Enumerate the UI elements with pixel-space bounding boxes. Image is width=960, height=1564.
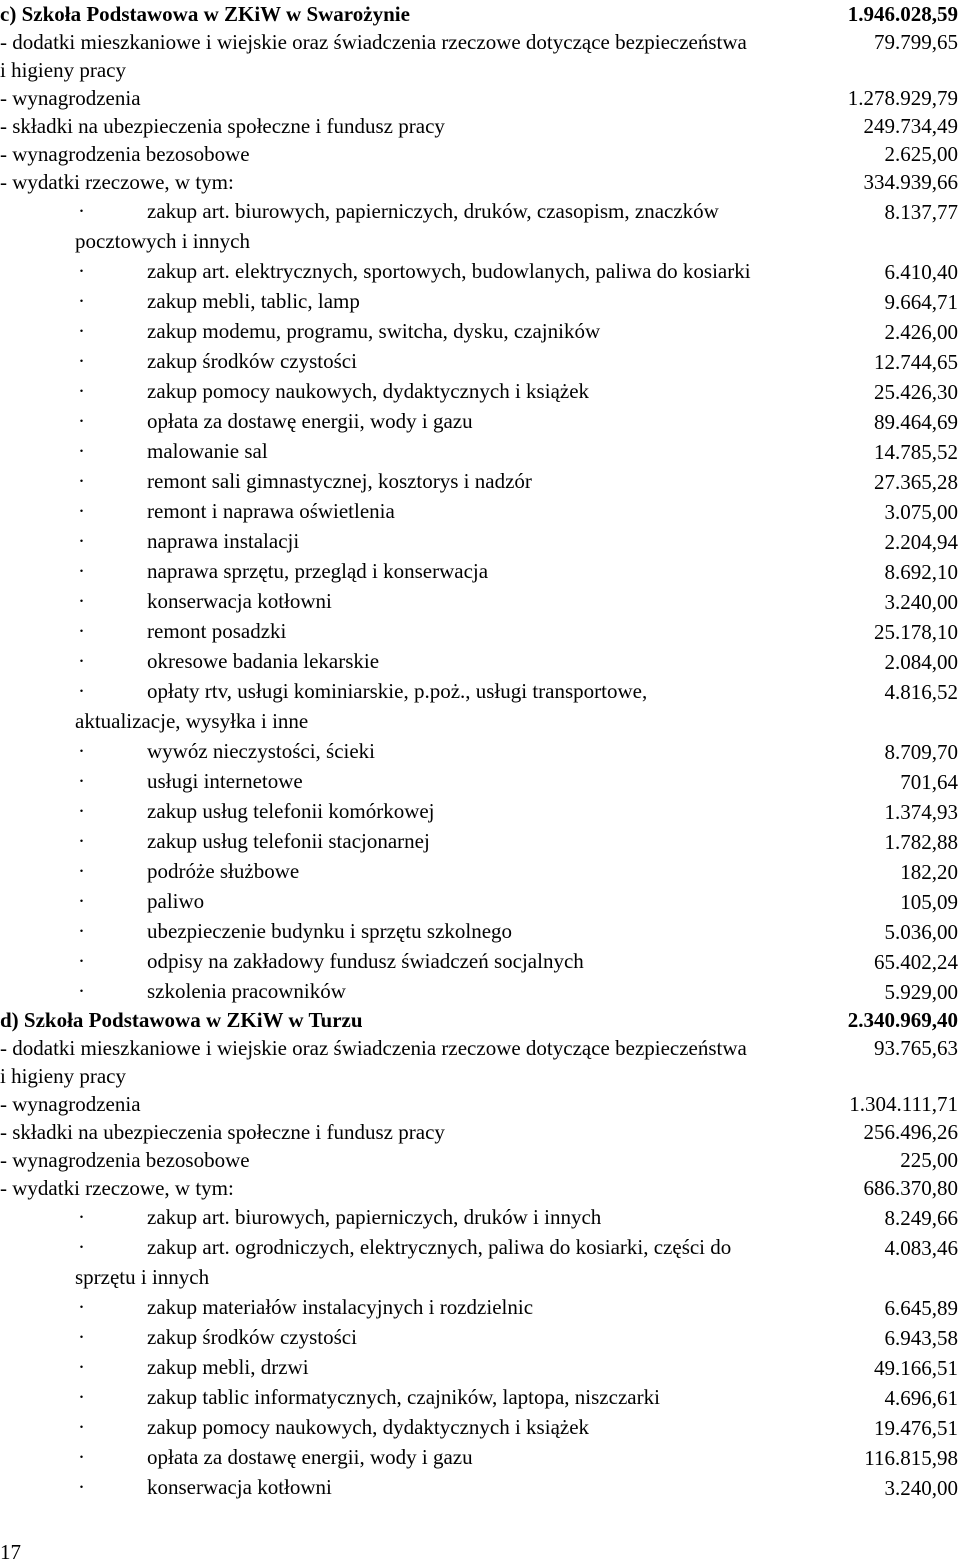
expense-sublabel: wywóz nieczystości, ścieki xyxy=(147,739,376,763)
bullet-icon: · xyxy=(78,739,85,763)
bullet-icon: · xyxy=(78,889,85,913)
expense-sublabel-wrap xyxy=(0,1412,960,1442)
expense-value: 93.765,63 xyxy=(874,1036,958,1060)
expense-sublabel: konserwacja kotłowni xyxy=(147,1475,332,1499)
bullet-icon: · xyxy=(78,1325,85,1349)
expense-sublabel-wrap xyxy=(0,1322,960,1352)
bullet-icon: · xyxy=(78,769,85,793)
expense-sublabel-wrap xyxy=(0,466,960,496)
expense-sublabel-wrap xyxy=(0,1292,960,1322)
expense-label: - wydatki rzeczowe, w tym: xyxy=(0,170,234,194)
expense-subrow xyxy=(0,466,960,496)
expense-sublabel: zakup materiałów instalacyjnych i rozdzielnic xyxy=(147,1295,534,1319)
expense-sublabel-wrap xyxy=(0,1442,960,1472)
bullet-icon: · xyxy=(78,679,85,703)
bullet-icon: · xyxy=(78,589,85,613)
expense-sublabel-wrap xyxy=(0,556,960,586)
expense-subvalue: 701,64 xyxy=(900,770,958,794)
expense-sublabel: zakup mebli, tablic, lamp xyxy=(147,289,360,313)
expense-sublabel: zakup modemu, programu, switcha, dysku, czajników xyxy=(147,319,601,343)
expense-row xyxy=(0,1146,960,1174)
expense-subrow xyxy=(0,1202,960,1232)
expense-subrow xyxy=(0,256,960,286)
expense-subvalue: 8.709,70 xyxy=(884,740,958,764)
expense-subvalue: 27.365,28 xyxy=(874,470,958,494)
expense-sublabel: remont posadzki xyxy=(147,619,287,643)
expense-sublabel-wrap xyxy=(0,406,960,436)
expense-subvalue: 2.204,94 xyxy=(884,530,958,554)
expense-subvalue: 3.240,00 xyxy=(884,590,958,614)
expense-subvalue: 8.692,10 xyxy=(884,560,958,584)
expense-sublabel-wrap xyxy=(0,826,960,856)
expense-subvalue: 2.426,00 xyxy=(884,320,958,344)
bullet-icon: · xyxy=(78,619,85,643)
expense-sublabel-wrap xyxy=(0,766,960,796)
expense-sublabel: zakup środków czystości xyxy=(147,349,357,373)
expense-subrow xyxy=(0,496,960,526)
expense-subvalue: 12.744,65 xyxy=(874,350,958,374)
expense-subrow xyxy=(0,436,960,466)
section-title: c) Szkoła Podstawowa w ZKiW w Swarożynie xyxy=(0,2,410,26)
expense-subvalue: 14.785,52 xyxy=(874,440,958,464)
expense-subrow xyxy=(0,586,960,616)
bullet-icon: · xyxy=(78,559,85,583)
bullet-icon: · xyxy=(78,799,85,823)
expense-subrow xyxy=(0,316,960,346)
bullet-icon: · xyxy=(78,1385,85,1409)
expense-subrow xyxy=(0,826,960,856)
expense-sublabel: podróże służbowe xyxy=(147,859,300,883)
expense-subrow xyxy=(0,406,960,436)
expense-label: - wynagrodzenia xyxy=(0,86,141,110)
expense-subrow xyxy=(0,1292,960,1322)
expense-subvalue: 4.696,61 xyxy=(884,1386,958,1410)
expense-sublabel-wrap xyxy=(0,1472,960,1502)
expense-row xyxy=(0,28,960,84)
expense-sublabel: szkolenia pracowników xyxy=(147,979,346,1003)
expense-sublabel: zakup art. biurowych, papierniczych, druków i innych xyxy=(147,1205,602,1229)
expense-sublabel-wrap xyxy=(0,676,960,736)
expense-sublabel: zakup usług telefonii komórkowej xyxy=(147,799,435,823)
expense-sublabel-wrap xyxy=(0,1232,960,1292)
expense-sublabel-wrap xyxy=(0,1382,960,1412)
bullet-icon: · xyxy=(78,1475,85,1499)
bullet-icon: · xyxy=(78,949,85,973)
expense-sublabel: naprawa sprzętu, przegląd i konserwacja xyxy=(147,559,489,583)
expense-value: 256.496,26 xyxy=(863,1120,958,1144)
bullet-icon: · xyxy=(78,289,85,313)
expense-subrow xyxy=(0,676,960,736)
expense-sublabel-wrap xyxy=(0,1352,960,1382)
expense-subrow xyxy=(0,1442,960,1472)
bullet-icon: · xyxy=(78,529,85,553)
expense-row xyxy=(0,1090,960,1118)
expense-subvalue: 8.249,66 xyxy=(884,1206,958,1230)
expense-label: - wynagrodzenia bezosobowe xyxy=(0,1148,250,1172)
expense-subrow xyxy=(0,646,960,676)
expense-subvalue: 1.782,88 xyxy=(884,830,958,854)
expense-subvalue: 6.645,89 xyxy=(884,1296,958,1320)
page-number: 17 xyxy=(0,1540,21,1564)
expense-value: 225,00 xyxy=(900,1148,958,1172)
expense-value: 79.799,65 xyxy=(874,30,958,54)
expense-subrow xyxy=(0,286,960,316)
bullet-icon: · xyxy=(78,919,85,943)
bullet-icon: · xyxy=(78,319,85,343)
expense-value: 2.625,00 xyxy=(884,142,958,166)
expense-subvalue: 65.402,24 xyxy=(874,950,958,974)
expense-sublabel-wrap xyxy=(0,946,960,976)
expense-sublabel: usługi internetowe xyxy=(147,769,303,793)
expense-sublabel: opłaty rtv, usługi kominiarskie, p.poż., usługi transportowe, aktualizacje, wysyłka i inne xyxy=(75,679,648,733)
expense-subvalue: 19.476,51 xyxy=(874,1416,958,1440)
expense-subrow xyxy=(0,886,960,916)
expense-sublabel-wrap xyxy=(0,1202,960,1232)
expense-sublabel: opłata za dostawę energii, wody i gazu xyxy=(147,1445,473,1469)
expense-subrow xyxy=(0,1412,960,1442)
expense-row xyxy=(0,1034,960,1090)
expense-subrow xyxy=(0,196,960,256)
expense-subvalue: 5.036,00 xyxy=(884,920,958,944)
expense-value: 1.278.929,79 xyxy=(847,86,958,110)
expense-subrow xyxy=(0,736,960,766)
expense-value: 1.304.111,71 xyxy=(849,1092,958,1116)
expense-subvalue: 105,09 xyxy=(900,890,958,914)
expense-subrow xyxy=(0,796,960,826)
bullet-icon: · xyxy=(78,199,85,223)
section-total: 1.946.028,59 xyxy=(847,2,958,26)
expense-subvalue: 4.816,52 xyxy=(884,680,958,704)
expense-value: 334.939,66 xyxy=(863,170,958,194)
expense-label: - składki na ubezpieczenia społeczne i fundusz pracy xyxy=(0,114,445,138)
expense-subvalue: 49.166,51 xyxy=(874,1356,958,1380)
expense-sublabel-wrap xyxy=(0,526,960,556)
expense-subvalue: 5.929,00 xyxy=(884,980,958,1004)
expense-value: 686.370,80 xyxy=(863,1176,958,1200)
bullet-icon: · xyxy=(78,1355,85,1379)
expense-sublabel-wrap xyxy=(0,886,960,916)
bullet-icon: · xyxy=(78,859,85,883)
bullet-icon: · xyxy=(78,1235,85,1259)
expense-subvalue: 25.426,30 xyxy=(874,380,958,404)
expense-subrow xyxy=(0,766,960,796)
section-header xyxy=(0,0,960,28)
expense-subrow xyxy=(0,916,960,946)
expense-row xyxy=(0,140,960,168)
expense-sublabel-wrap xyxy=(0,346,960,376)
expense-subrow xyxy=(0,376,960,406)
bullet-icon: · xyxy=(78,829,85,853)
expense-sublabel: odpisy na zakładowy fundusz świadczeń socjalnych xyxy=(147,949,584,973)
expense-label: - składki na ubezpieczenia społeczne i fundusz pracy xyxy=(0,1120,445,1144)
expense-subrow xyxy=(0,946,960,976)
expense-label: - dodatki mieszkaniowe i wiejskie oraz świadczenia rzeczowe dotyczące bezpieczeństwa i higieny pracy xyxy=(0,30,747,82)
bullet-icon: · xyxy=(78,1445,85,1469)
expense-subvalue: 1.374,93 xyxy=(884,800,958,824)
expense-subvalue: 3.240,00 xyxy=(884,1476,958,1500)
bullet-icon: · xyxy=(78,1205,85,1229)
expense-sublabel: remont i naprawa oświetlenia xyxy=(147,499,395,523)
expense-sublabel-wrap xyxy=(0,856,960,886)
bullet-icon: · xyxy=(78,259,85,283)
expense-sublabel-wrap xyxy=(0,316,960,346)
expense-sublabel: zakup art. ogrodniczych, elektrycznych, paliwa do kosiarki, części do sprzętu i innych xyxy=(75,1235,732,1289)
expense-label: - wydatki rzeczowe, w tym: xyxy=(0,1176,234,1200)
expense-subrow xyxy=(0,1322,960,1352)
expense-label: - dodatki mieszkaniowe i wiejskie oraz świadczenia rzeczowe dotyczące bezpieczeństwa i higieny pracy xyxy=(0,1036,747,1088)
expense-subvalue: 6.410,40 xyxy=(884,260,958,284)
bullet-icon: · xyxy=(78,1295,85,1319)
bullet-icon: · xyxy=(78,1415,85,1439)
bullet-icon: · xyxy=(78,499,85,523)
expense-subrow xyxy=(0,856,960,886)
bullet-icon: · xyxy=(78,979,85,1003)
expense-subvalue: 89.464,69 xyxy=(874,410,958,434)
expense-sublabel: zakup tablic informatycznych, czajników, laptopa, niszczarki xyxy=(147,1385,660,1409)
expense-subvalue: 8.137,77 xyxy=(884,200,958,224)
expense-sublabel: zakup mebli, drzwi xyxy=(147,1355,309,1379)
expense-row xyxy=(0,168,960,196)
expense-sublabel-wrap xyxy=(0,586,960,616)
expense-label: - wynagrodzenia bezosobowe xyxy=(0,142,250,166)
expense-sublabel: remont sali gimnastycznej, kosztorys i nadzór xyxy=(147,469,532,493)
expense-subvalue: 9.664,71 xyxy=(884,290,958,314)
expense-row xyxy=(0,1174,960,1202)
expense-sublabel: opłata za dostawę energii, wody i gazu xyxy=(147,409,473,433)
expense-subrow xyxy=(0,1232,960,1292)
expense-subrow xyxy=(0,556,960,586)
bullet-icon: · xyxy=(78,379,85,403)
expense-subrow xyxy=(0,1382,960,1412)
expense-subrow xyxy=(0,976,960,1006)
section-title: d) Szkoła Podstawowa w ZKiW w Turzu xyxy=(0,1008,363,1032)
expense-sublabel-wrap xyxy=(0,976,960,1006)
expense-sublabel: paliwo xyxy=(147,889,205,913)
expense-subvalue: 2.084,00 xyxy=(884,650,958,674)
expense-sublabel: naprawa instalacji xyxy=(147,529,300,553)
expense-subvalue: 4.083,46 xyxy=(884,1236,958,1260)
expense-subvalue: 116.815,98 xyxy=(864,1446,958,1470)
expense-subvalue: 6.943,58 xyxy=(884,1326,958,1350)
expense-label: - wynagrodzenia xyxy=(0,1092,141,1116)
expense-sublabel-wrap xyxy=(0,796,960,826)
bullet-icon: · xyxy=(78,349,85,373)
bullet-icon: · xyxy=(78,439,85,463)
expense-subrow xyxy=(0,526,960,556)
expense-subvalue: 182,20 xyxy=(900,860,958,884)
expense-sublabel: okresowe badania lekarskie xyxy=(147,649,380,673)
expense-subrow xyxy=(0,1472,960,1502)
expense-sublabel-wrap xyxy=(0,286,960,316)
bullet-icon: · xyxy=(78,649,85,673)
expense-sublabel: zakup pomocy naukowych, dydaktycznych i książek xyxy=(147,379,590,403)
expense-sublabel-wrap xyxy=(0,736,960,766)
expense-sublabel-wrap xyxy=(0,616,960,646)
expense-row xyxy=(0,1118,960,1146)
expense-subrow xyxy=(0,616,960,646)
expense-sublabel-wrap xyxy=(0,436,960,466)
bullet-icon: · xyxy=(78,469,85,493)
expense-row xyxy=(0,112,960,140)
expense-sublabel: zakup art. elektrycznych, sportowych, budowlanych, paliwa do kosiarki xyxy=(147,259,751,283)
bullet-icon: · xyxy=(78,409,85,433)
expense-sublabel-wrap xyxy=(0,496,960,526)
expense-sublabel: zakup art. biurowych, papierniczych, druków, czasopism, znaczków pocztowych i innych xyxy=(75,199,719,253)
expense-sublabel: konserwacja kotłowni xyxy=(147,589,332,613)
expense-value: 249.734,49 xyxy=(863,114,958,138)
expense-sublabel: ubezpieczenie budynku i sprzętu szkolnego xyxy=(147,919,513,943)
expense-sublabel-wrap xyxy=(0,916,960,946)
expense-subvalue: 25.178,10 xyxy=(874,620,958,644)
expense-row xyxy=(0,84,960,112)
expense-subrow xyxy=(0,1352,960,1382)
expense-sublabel-wrap xyxy=(0,376,960,406)
expense-sublabel: zakup usług telefonii stacjonarnej xyxy=(147,829,430,853)
expense-sublabel-wrap xyxy=(0,196,960,256)
expense-sublabel: zakup środków czystości xyxy=(147,1325,357,1349)
section-total: 2.340.969,40 xyxy=(847,1008,958,1032)
expense-sublabel: zakup pomocy naukowych, dydaktycznych i książek xyxy=(147,1415,590,1439)
expense-subvalue: 3.075,00 xyxy=(884,500,958,524)
section-header xyxy=(0,1006,960,1034)
expense-sublabel: malowanie sal xyxy=(147,439,268,463)
expense-subrow xyxy=(0,346,960,376)
expense-sublabel-wrap xyxy=(0,646,960,676)
expense-sublabel-wrap xyxy=(0,256,960,286)
